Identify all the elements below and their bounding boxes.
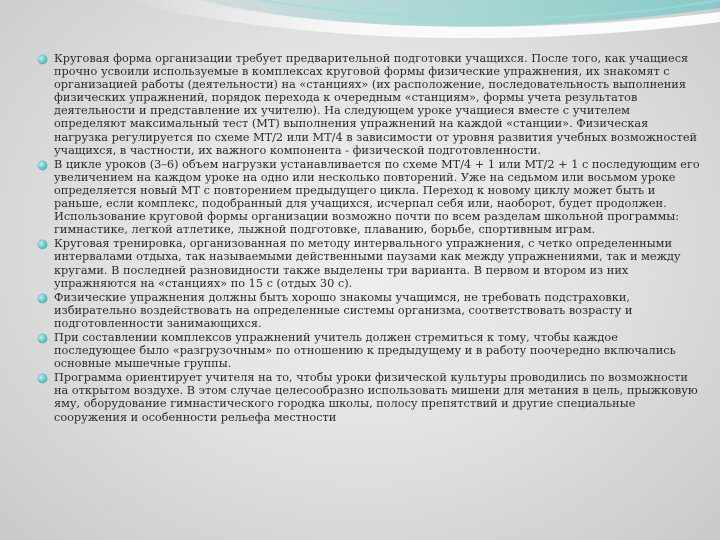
bullet-item xyxy=(38,291,700,330)
bullet-list xyxy=(38,52,700,424)
bullet-icon xyxy=(38,294,47,303)
bullet-icon xyxy=(38,240,47,249)
bullet-text: Круговая тренировка, организованная по методу интервального упражнения, с четко определенными интервалами отдыха, так называемыми действенными паузами как между упражнениями, так и между кругами. В последней разновидности также выделены три варианта. В первом и втором из них упражняются на «станциях» по 15 с (отдых 30 с). xyxy=(54,237,681,290)
bullet-icon xyxy=(38,374,47,383)
bullet-item xyxy=(38,52,700,157)
bullet-item xyxy=(38,371,700,423)
bullet-text: В цикле уроков (3–6) объем нагрузки устанавливается по схеме МТ/4 + 1 или МТ/2 + 1 с последующим его увеличением на каждом уроке на одно или несколько повторений. Уже на седьмом или восьмом уроке определяется новый МТ с повторением предыдущего цикла. Переход к новому циклу может быть и раньше, если комплекс, подобранный для учащихся, исчерпал себя или, наоборот, будет продолжен. Использование круговой формы организации возможно почти по всем разделам школьной программы: гимнастике, легкой атлетике, лыжной подготовке, плаванию, борьбе, спортивным играм. xyxy=(54,157,700,237)
bullet-item xyxy=(38,237,700,289)
bullet-item xyxy=(38,331,700,370)
bullet-icon xyxy=(38,55,47,64)
bullet-icon xyxy=(38,161,47,170)
bullet-text: Круговая форма организации требует предварительной подготовки учащихся. После того, как учащиеся прочно усвоили используемые в комплексах круговой формы физические упражнения, их знакомят с организацией работы (деятельности) на «станциях» (их расположение, последовательность выполнения физических упражнений, порядок перехода к очередным «станциям», формы учета результатов деятельности и представление их учителю). На следующем уроке учащиеся вместе с учителем определяют максимальный тест (МТ) выполнения упражнений на каждой «станции». Физическая нагрузка регулируется по схеме МТ/2 или МТ/4 в зависимости от уровня развития учебных возможностей учащихся, в частности, их важного компонента - физической подготовленности. xyxy=(54,52,698,157)
bullet-item xyxy=(38,158,700,237)
bullet-text: Программа ориентирует учителя на то, чтобы уроки физической культуры проводились по возможности на открытом воздухе. В этом случае целесообразно использовать мишени для метания в цель, прыжковую яму, оборудование гимнастического городка школы, полосу препятствий и другие специальные сооружения и особенности рельефа местности xyxy=(54,371,698,424)
content-area xyxy=(38,52,700,530)
bullet-text: При составлении комплексов упражнений учитель должен стремиться к тому, чтобы каждое последующее было «разгрузочным» по отношению к предыдущему и в работу поочередно включались основные мышечные группы. xyxy=(54,330,676,371)
bullet-icon xyxy=(38,334,47,343)
bullet-text: Физические упражнения должны быть хорошо знакомы учащимся, не требовать подстраховки, избирательно воздействовать на определенные системы организма, соответствовать возрасту и подготовленности занимающихся. xyxy=(54,290,633,330)
